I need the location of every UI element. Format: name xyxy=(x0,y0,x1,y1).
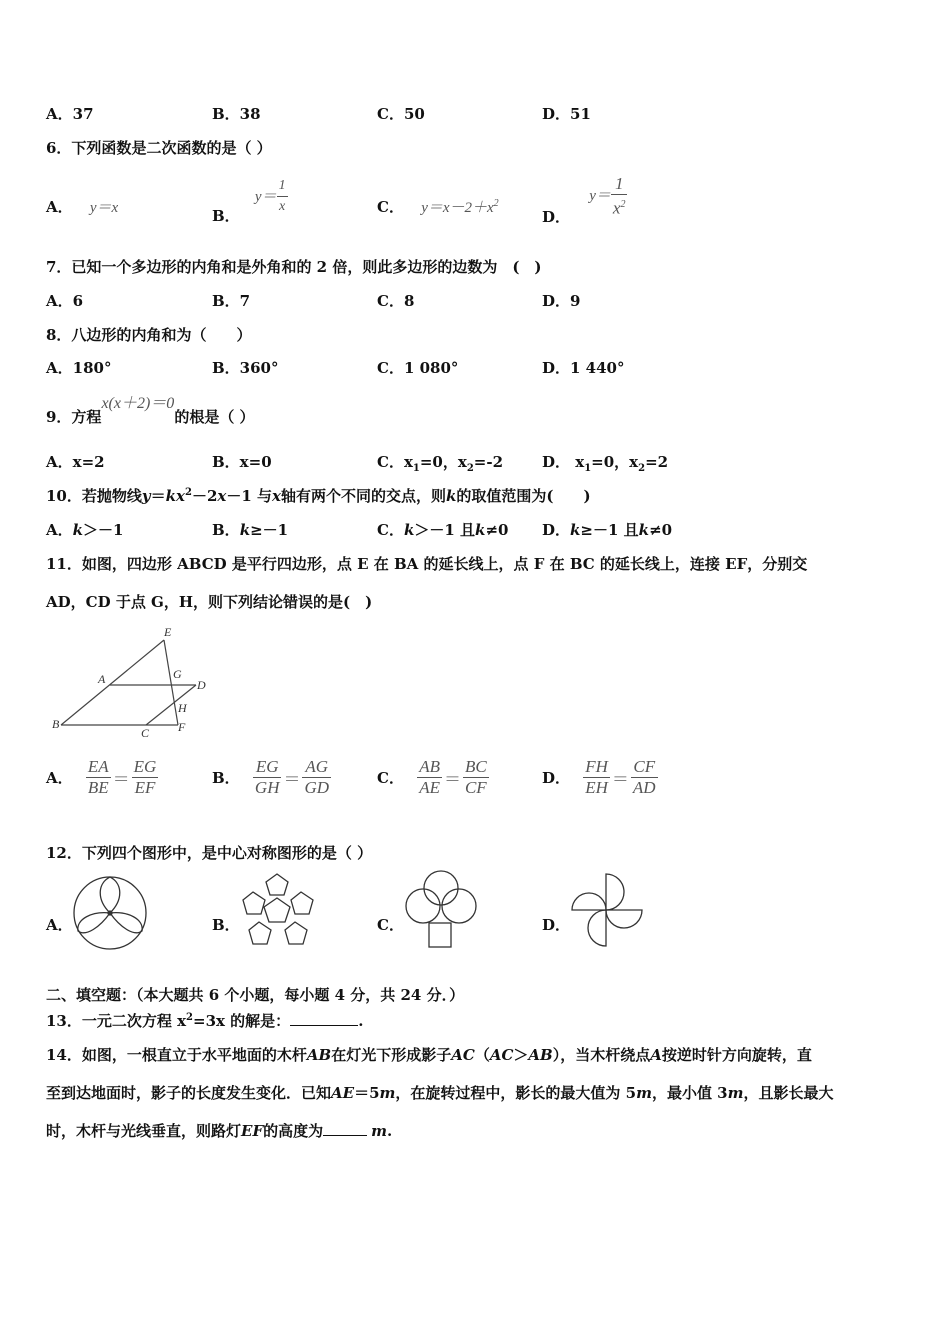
fig-line-CD xyxy=(146,685,196,725)
q9-stem: 9．方程x(x＋2)＝0的根是（ ） xyxy=(46,395,255,426)
fig-label-B: B xyxy=(52,717,60,731)
q8-option-a: A．180° xyxy=(46,359,112,377)
q6-c-label: C． xyxy=(377,198,404,216)
fig-label-H: H xyxy=(178,701,187,715)
fig-label-E: E xyxy=(164,625,172,639)
q7-stem: 7．已知一个多边形的内角和是外角和的 2 倍，则此多边形的边数为 ( ) xyxy=(46,258,542,276)
q7-option-a: A．6 xyxy=(46,292,84,310)
q6-d-frac: $\frac{1}{x^2}$ xyxy=(612,174,626,218)
fig-label-F: F xyxy=(178,720,186,734)
q6-d-lhs: y＝ xyxy=(589,188,611,205)
q8-option-d: D．1 440° xyxy=(542,359,625,377)
q6-d-label: D． xyxy=(542,208,571,227)
q6-b-frac: $\frac{1}{x}$ xyxy=(278,178,286,214)
q5-option-a: A．37 xyxy=(46,105,94,123)
q5-option-d: D．51 xyxy=(542,105,591,123)
q6-option-d xyxy=(542,174,627,227)
q6-a-label: A． xyxy=(46,198,73,216)
q14-line2: 至到达地面时，影子的长度发生变化．已知AE＝5m，在旋转过程中，影长的最大值为 5m，最小值 3m，且影长最大 xyxy=(46,1084,834,1102)
q8-option-c: C．1 080° xyxy=(377,359,459,377)
q14-answer-blank[interactable] xyxy=(323,1135,367,1136)
q8-option-b: B．360° xyxy=(212,359,279,377)
q9-option-c: C．$x_1=0$，$x_2=-2$ xyxy=(377,453,504,474)
fig-label-D: D xyxy=(197,678,206,692)
q12-figure-c-circles-square xyxy=(402,868,480,952)
q10-option-c: C．k＞－1 且k≠0 xyxy=(377,521,509,539)
q12-figure-d-pinwheel xyxy=(570,870,650,950)
q9-option-a: A．x=2 xyxy=(46,453,105,471)
q10-stem: 10．若抛物线$y=kx^2-2x-1$ 与x轴有两个不同的交点，则k的取值范围为( ) xyxy=(46,487,591,505)
q6-option-b xyxy=(212,176,288,225)
q12-option-c-label: C． xyxy=(377,916,404,934)
q9-option-d: D． $x_1=0$，$x_2=2$ xyxy=(542,453,669,474)
q6-b-label: B． xyxy=(212,206,240,225)
fig-label-A: A xyxy=(98,672,106,686)
q11-stem-line2: AD，CD 于点 G，H，则下列结论错误的是( ) xyxy=(46,593,373,611)
q11-option-d: D． $\frac{FH}{EH}$ ＝ $\frac{CF}{AD}$ xyxy=(542,757,656,797)
q9-equation: x(x＋2)＝0 xyxy=(101,395,175,412)
q11-stem-line1: 11．如图，四边形 ABCD 是平行四边形，点 E 在 BA 的延长线上，点 F 在 BC 的延长线上，连接 EF，分别交 xyxy=(46,555,808,573)
q12-option-d-label: D． xyxy=(542,916,571,934)
q12-stem: 12．下列四个图形中，是中心对称图形的是（ ） xyxy=(46,844,373,862)
q12-figure-a-circle-trefoil xyxy=(70,873,150,953)
q11-option-c: C． $\frac{AB}{AE}$ ＝ $\frac{BC}{CF}$ xyxy=(377,757,487,797)
q12-option-a-label: A． xyxy=(46,916,73,934)
section-2-heading: 二、填空题：（本大题共 6 个小题，每小题 4 分，共 24 分．） xyxy=(46,986,465,1004)
q7-option-d: D．9 xyxy=(542,292,581,310)
q13-answer-blank[interactable] xyxy=(290,1025,358,1026)
q6-stem: 6．下列函数是二次函数的是（ ） xyxy=(46,139,272,157)
q7-option-b: B．7 xyxy=(212,292,251,310)
q14-line3: 时，木杆与光线垂直，则路灯EF的高度为 m. xyxy=(46,1122,393,1140)
fig-line-EF xyxy=(164,640,178,725)
q13-stem: 13．一元二次方程 $x^2=3x$ 的解是： . xyxy=(46,1012,364,1030)
q6-option-a xyxy=(46,196,118,217)
q7-option-c: C．8 xyxy=(377,292,415,310)
q6-c-math: y＝x－2＋x xyxy=(421,200,494,216)
q9-option-b: B．x=0 xyxy=(212,453,272,471)
q12-option-b-label: B． xyxy=(212,916,240,934)
fig-label-G: G xyxy=(173,667,182,681)
q11-option-a: A． $\frac{EA}{BE}$ ＝ $\frac{EG}{EF}$ xyxy=(46,757,157,797)
q6-b-lhs: y＝ xyxy=(254,188,277,205)
q11-option-b: B． $\frac{EG}{GH}$ ＝ $\frac{AG}{GD}$ xyxy=(212,757,330,797)
q12-figure-b-pentagons xyxy=(235,870,319,954)
q6-option-c: C． $y=x-2+x^2$ xyxy=(377,198,499,216)
q10-option-a: A．k＞－1 xyxy=(46,521,124,539)
q5-option-c: C．50 xyxy=(377,105,425,123)
q11-parallelogram-figure xyxy=(46,620,221,742)
q8-stem: 8．八边形的内角和为（ ） xyxy=(46,326,252,344)
q6-a-math: y＝x xyxy=(89,200,119,216)
fig-line-BE xyxy=(61,640,164,725)
q10-option-d: D．k≥－1 且k≠0 xyxy=(542,521,673,539)
q5-option-b: B．38 xyxy=(212,105,261,123)
q10-option-b: B．k≥－1 xyxy=(212,521,289,539)
q14-line1: 14．如图，一根直立于水平地面的木杆AB在灯光下形成影子AC（AC＞AB），当木杆绕点A按逆时针方向旋转，直 xyxy=(46,1046,812,1064)
fig-label-C: C xyxy=(141,726,150,740)
